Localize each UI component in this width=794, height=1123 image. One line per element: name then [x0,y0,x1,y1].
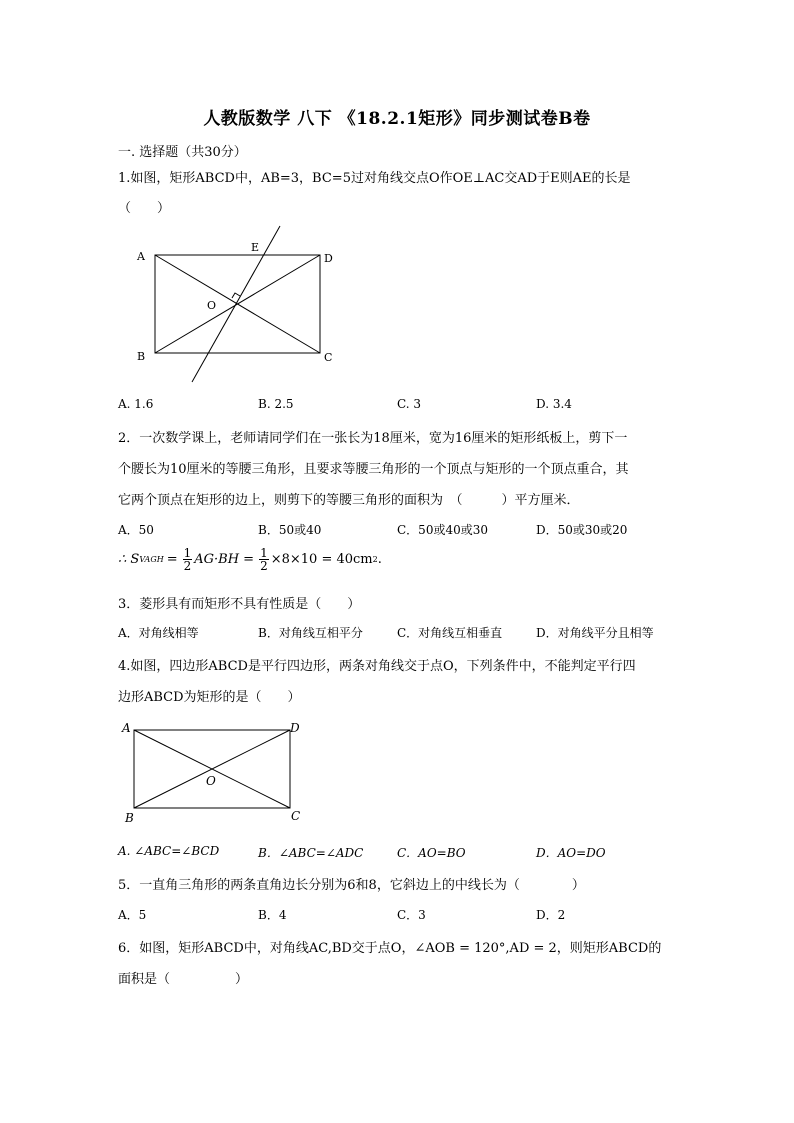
label-c: C [291,809,301,823]
label-a: A [137,250,145,263]
q2-option-b: B．50或40 [258,523,322,537]
label-c: C [324,351,333,364]
fraction-denominator: 2 [260,559,268,573]
label-a: A [122,721,131,735]
formula-prefix: ∴ S [118,552,140,567]
q2-option-a: A．50 [118,523,154,537]
formula-superscript: 2 [372,555,378,564]
q4-option-d: D．AO=DO [536,846,606,860]
fraction-half-2 [259,547,269,572]
q4-option-b: B．∠ABC=∠ADC [258,846,364,860]
label-d: D [324,252,333,265]
question-1-text: 1.如图，矩形ABCD中，AB=3，BC=5过对角线交点O作OE⊥AC交AD于E则AE的长是 [118,171,631,186]
label-b: B [137,350,146,363]
q2-option-d: D．50或30或20 [536,523,628,537]
formula-mid: AG·BH = [194,552,255,567]
question-2-line-2: 个腰长为10厘米的等腰三角形，且要求等腰三角形的一个顶点与矩形的一个顶点重合，其 [118,462,629,477]
q1-option-b: B. 2.5 [258,397,294,411]
question-4-line-1: 4.如图，四边形ABCD是平行四边形，两条对角线交于点O，下列条件中，不能判定平行四 [118,659,636,674]
q4-option-a: A. ∠ABC=∠BCD [118,844,220,858]
label-o: O [206,774,216,788]
q1-option-d: D. 3.4 [536,397,572,411]
question-4-figure [116,716,316,826]
fraction-half-1 [183,547,193,572]
q3-option-a: A．对角线相等 [118,626,199,640]
question-1-paren: （ ） [118,201,171,216]
fraction-denominator: 2 [183,559,192,573]
label-o: O [207,299,217,312]
q3-option-c: C．对角线互相垂直 [397,626,503,640]
question-3-text: 3．菱形具有而矩形不具有性质是（ ） [118,597,361,612]
label-b: B [125,811,134,825]
q5-option-a: A．5 [118,908,147,922]
q3-option-b: B．对角线互相平分 [258,626,363,640]
label-e: E [251,241,260,254]
q4-option-c: C．AO=BO [397,846,466,860]
page-title: 人教版数学 八下 《18.2.1矩形》同步测试卷B卷 [203,109,591,129]
area-formula [118,547,382,572]
formula-tail: ×8×10 = 40cm [270,552,373,567]
question-6-line-1: 6．如图，矩形ABCD中，对角线AC,BD交于点O，∠AOB = 120°,AD = 2，则矩形ABCD的 [118,941,662,956]
question-6-line-2: 面积是（ ） [118,972,249,987]
formula-eq: = [166,552,178,567]
label-d: D [290,721,300,735]
section-heading: 一. 选择题（共30分） [118,145,247,160]
q5-option-c: C．3 [397,908,426,922]
question-1-figure [120,222,350,387]
q5-option-d: D．2 [536,908,566,922]
q1-option-c: C. 3 [397,397,422,411]
right-angle-mark [232,293,240,298]
q1-option-a: A. 1.6 [118,397,154,411]
formula-end: . [377,552,382,567]
line-oe [192,226,280,382]
question-5-text: 5．一直角三角形的两条直角边长分别为6和8，它斜边上的中线长为（ ） [118,878,585,893]
q3-option-d: D．对角线平分且相等 [536,626,654,640]
q2-option-c: C．50或40或30 [397,523,488,537]
fraction-numerator: 1 [260,546,268,560]
question-2-line-3: 它两个顶点在矩形的边上，则剪下的等腰三角形的面积为 （ ）平方厘米． [118,493,580,508]
question-4-line-2: 边形ABCD为矩形的是（ ） [118,690,301,705]
fraction-numerator: 1 [183,546,192,560]
q5-option-b: B．4 [258,908,287,922]
question-2-line-1: 2．一次数学课上，老师请同学们在一张长为18厘米，宽为16厘米的矩形纸板上，剪下一 [118,431,628,446]
formula-subscript: VAGH [139,555,164,564]
